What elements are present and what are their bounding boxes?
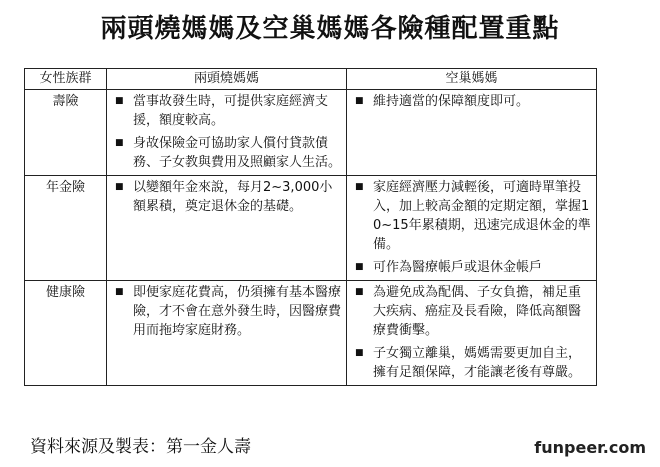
square-bullet-icon: ■ <box>355 287 364 297</box>
square-bullet-icon: ■ <box>115 182 124 192</box>
square-bullet-icon: ■ <box>355 96 364 106</box>
list-item-text: 為避免成為配偶、子女負擔，補足重大疾病、癌症及長看險，降低高額醫療費衝擊。 <box>373 285 582 338</box>
empty-nest-mom-cell <box>347 90 597 176</box>
category-cell: 健康險 <box>25 281 107 386</box>
list-item <box>351 92 592 111</box>
bullet-list <box>107 281 346 343</box>
list-item-text: 維持適當的保障額度即可。 <box>373 94 530 109</box>
header-busy-mom: 兩頭燒媽媽 <box>107 69 347 90</box>
header-empty-nest-mom: 空巢媽媽 <box>347 69 597 90</box>
list-item <box>111 92 342 130</box>
list-item <box>111 178 342 216</box>
list-item-text: 即便家庭花費高，仍須擁有基本醫療險，才不會在意外發生時，因醫療費用而拖垮家庭財務。 <box>133 285 342 338</box>
bullet-list <box>347 90 596 114</box>
empty-nest-mom-cell <box>347 176 597 281</box>
category-cell: 年金險 <box>25 176 107 281</box>
insurance-table <box>24 68 597 386</box>
busy-mom-cell <box>107 90 347 176</box>
table-header-row <box>25 69 597 90</box>
list-item-text: 可作為醫療帳戶或退休金帳戶 <box>373 260 543 275</box>
table-row <box>25 281 597 386</box>
square-bullet-icon: ■ <box>115 96 124 106</box>
table-row <box>25 176 597 281</box>
table-row <box>25 90 597 176</box>
header-group: 女性族群 <box>25 69 107 90</box>
square-bullet-icon: ■ <box>115 138 124 148</box>
empty-nest-mom-cell <box>347 281 597 386</box>
square-bullet-icon: ■ <box>355 182 364 192</box>
list-item <box>351 178 592 254</box>
source-caption: 資料來源及製表：第一金人壽 <box>30 437 251 457</box>
busy-mom-cell <box>107 281 347 386</box>
list-item-text: 子女獨立離巢，媽媽需要更加自主，擁有足額保障，才能讓老後有尊嚴。 <box>373 346 582 380</box>
bullet-list <box>347 281 596 385</box>
bullet-list <box>107 176 346 219</box>
list-item-text: 身故保險金可協助家人償付貸款債務、子女教與費用及照顧家人生活。 <box>133 136 342 170</box>
watermark-brand: funpeer.com <box>534 438 646 457</box>
bullet-list <box>107 90 346 175</box>
list-item <box>111 134 342 172</box>
list-item-text: 家庭經濟壓力減輕後，可適時單筆投入，加上較高金額的定期定額，掌握10~15年累積期，迅速完成退休金的準備。 <box>373 180 591 252</box>
list-item <box>351 283 592 340</box>
square-bullet-icon: ■ <box>355 348 364 358</box>
page-title: 兩頭燒媽媽及空巢媽媽各險種配置重點 <box>100 14 560 44</box>
list-item-text: 以變額年金來說，每月2~3,000小額累積，奠定退休金的基礎。 <box>133 180 333 214</box>
list-item <box>351 258 592 277</box>
square-bullet-icon: ■ <box>115 287 124 297</box>
list-item <box>111 283 342 340</box>
square-bullet-icon: ■ <box>355 262 364 272</box>
list-item <box>351 344 592 382</box>
bullet-list <box>347 176 596 280</box>
list-item-text: 當事故發生時，可提供家庭經濟支援，額度較高。 <box>133 94 329 128</box>
busy-mom-cell <box>107 176 347 281</box>
category-cell: 壽險 <box>25 90 107 176</box>
